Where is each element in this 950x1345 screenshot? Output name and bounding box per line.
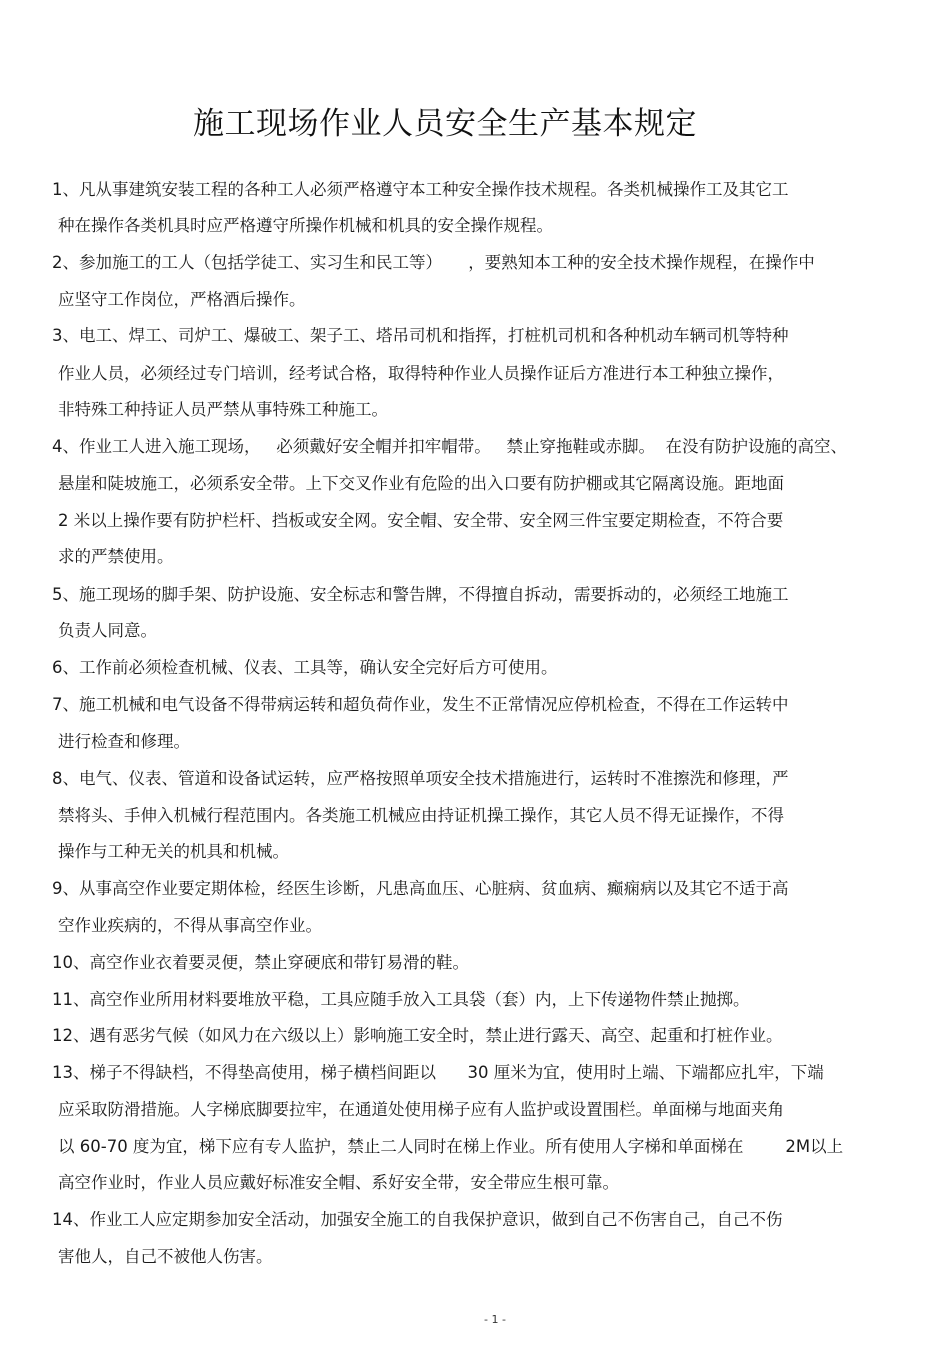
text-line: 操作与工种无关的机具和机械。	[58, 842, 289, 861]
text-line: 5、施工现场的脚手架、防护设施、安全标志和警告牌，不得擅自拆动，需要拆动的，必须经工地施工	[52, 585, 789, 604]
text-line: 空作业疾病的，不得从事高空作业。	[58, 916, 322, 935]
text-line: 2、参加施工的工人（包括学徒工、实习生和民工等） ，要熟知本工种的安全技术操作规程，在操作中	[52, 253, 815, 272]
text-line: 1、凡从事建筑安装工程的各种工人必须严格遵守本工种安全操作技术规程。各类机械操作工及其它工	[52, 180, 789, 199]
text-line: 悬崖和陡坡施工，必须系安全带。上下交叉作业有危险的出入口要有防护棚或其它隔离设施。距地面	[58, 474, 784, 493]
text-line: 9、从事高空作业要定期体检，经医生诊断，凡患高血压、心脏病、贫血病、癫痫病以及其它不适于高	[52, 879, 789, 898]
text-line: 14、作业工人应定期参加安全活动，加强安全施工的自我保护意识，做到自己不伤害自己，自己不伤	[52, 1210, 783, 1229]
text-line: 13、梯子不得缺档，不得垫高使用，梯子横档间距以 30 厘米为宜，使用时上端、下端都应扎牢，下端	[52, 1063, 824, 1082]
text-line: 种在操作各类机具时应严格遵守所操作机械和机具的安全操作规程。	[58, 216, 553, 235]
text-line: 非特殊工种持证人员严禁从事特殊工种施工。	[58, 400, 388, 419]
page-number: - 1 -	[484, 1313, 506, 1326]
text-line: 求的严禁使用。	[58, 547, 174, 566]
text-line: 进行检查和修理。	[58, 732, 190, 751]
text-line: 应采取防滑措施。人字梯底脚要拉牢，在通道处使用梯子应有人监护或设置围栏。单面梯与地面夹角	[58, 1100, 784, 1119]
document-title: 施工现场作业人员安全生产基本规定	[193, 106, 697, 142]
text-line: 高空作业时，作业人员应戴好标准安全帽、系好安全带，安全带应生根可靠。	[58, 1173, 619, 1192]
text-line: 负责人同意。	[58, 621, 157, 640]
text-line: 7、施工机械和电气设备不得带病运转和超负荷作业，发生不正常情况应停机检查，不得在工作运转中	[52, 695, 789, 714]
text-line: 12、遇有恶劣气候（如风力在六级以上）影响施工安全时，禁止进行露天、高空、起重和打桩作业。	[52, 1026, 783, 1045]
text-line: 8、电气、仪表、管道和设备试运转，应严格按照单项安全技术措施进行，运转时不准擦洗和修理，严	[52, 769, 789, 788]
text-line: 6、工作前必须检查机械、仪表、工具等，确认安全完好后方可使用。	[52, 658, 558, 677]
text-line: 应坚守工作岗位，严格酒后操作。	[58, 290, 306, 309]
text-line: 害他人，自己不被他人伤害。	[58, 1247, 273, 1266]
text-line: 作业人员，必须经过专门培训，经考试合格，取得特种作业人员操作证后方准进行本工种独立操作，	[58, 364, 784, 383]
text-line: 4、作业工人进入施工现场， 必须戴好安全帽并扣牢帽带。 禁止穿拖鞋或赤脚。 在没有防护设施的高空、	[52, 437, 847, 456]
text-line: 10、高空作业衣着要灵便，禁止穿硬底和带钉易滑的鞋。	[52, 953, 469, 972]
text-line: 11、高空作业所用材料要堆放平稳，工具应随手放入工具袋（套）内，上下传递物件禁止抛掷。	[52, 990, 750, 1009]
text-line: 2 米以上操作要有防护栏杆、挡板或安全网。安全帽、安全带、安全网三件宝要定期检查，不符合要	[58, 511, 784, 530]
text-line: 禁将头、手伸入机械行程范围内。各类施工机械应由持证机操工操作，其它人员不得无证操作，不得	[58, 806, 784, 825]
text-line: 以 60-70 度为宜，梯下应有专人监护，禁止二人同时在梯上作业。所有使用人字梯和单面梯在 2M以上	[58, 1137, 844, 1156]
text-line: 3、电工、焊工、司炉工、爆破工、架子工、塔吊司机和指挥，打桩机司机和各种机动车辆司机等特种	[52, 326, 789, 345]
